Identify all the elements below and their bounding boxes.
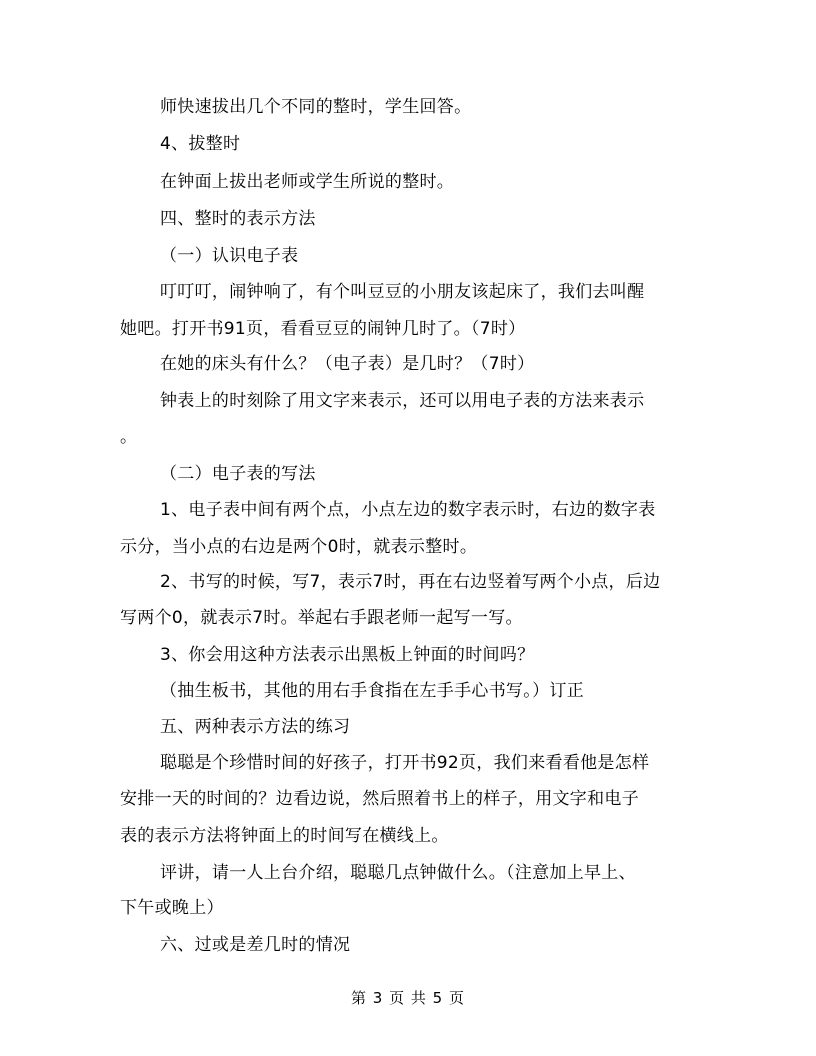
text-line: 示分，当小点的右边是两个0时，就表示整时。: [120, 537, 478, 557]
text-line: 1、电子表中间有两个点，小点左边的数字表示时，右边的数字表: [160, 500, 656, 520]
text-line: 安排一天的时间的？边看边说，然后照着书上的样子，用文字和电子: [120, 789, 639, 809]
text-line: 钟表上的时刻除了用文字来表示，还可以用电子表的方法来表示: [160, 391, 645, 411]
subsection-heading: （一）认识电子表: [160, 246, 299, 266]
text-line: 在她的床头有什么？（电子表）是几时？（7时）: [160, 354, 535, 374]
text-line: 聪聪是个珍惜时间的好孩子，打开书92页，我们来看看他是怎样: [160, 753, 650, 773]
text-line: 评讲，请一人上台介绍，聪聪几点钟做什么。（注意加上早上、: [160, 863, 636, 883]
page-number-footer: 第 3 页 共 5 页: [351, 989, 465, 1007]
text-line: 表的表示方法将钟面上的时间写在横线上。: [120, 826, 449, 846]
text-line: （抽生板书，其他的用右手食指在左手手心书写。）订正: [160, 681, 584, 701]
section-heading: 四、整时的表示方法: [160, 209, 316, 229]
text-line: 写两个0，就表示7时。举起右手跟老师一起写一写。: [120, 608, 523, 628]
text-line: 叮叮叮，闹钟响了，有个叫豆豆的小朋友该起床了，我们去叫醒: [160, 282, 645, 302]
text-line: 2、书写的时候，写7，表示7时，再在右边竖着写两个小点，后边: [160, 572, 661, 592]
text-line: 。: [120, 427, 138, 447]
text-line: 3、你会用这种方法表示出黑板上钟面的时间吗？: [160, 645, 535, 665]
text-line: 她吧。打开书91页，看看豆豆的闹钟几时了。（7时）: [120, 319, 526, 339]
text-line: 4、拔整时: [160, 134, 241, 154]
text-line: 在钟面上拔出老师或学生所说的整时。: [160, 172, 455, 192]
section-heading: 六、过或是差几时的情况: [160, 935, 351, 955]
section-heading: 五、两种表示方法的练习: [160, 717, 351, 737]
text-line: 下午或晚上）: [120, 898, 224, 918]
text-line: 师快速拔出几个不同的整时，学生回答。: [160, 97, 472, 117]
subsection-heading: （二）电子表的写法: [160, 464, 316, 484]
